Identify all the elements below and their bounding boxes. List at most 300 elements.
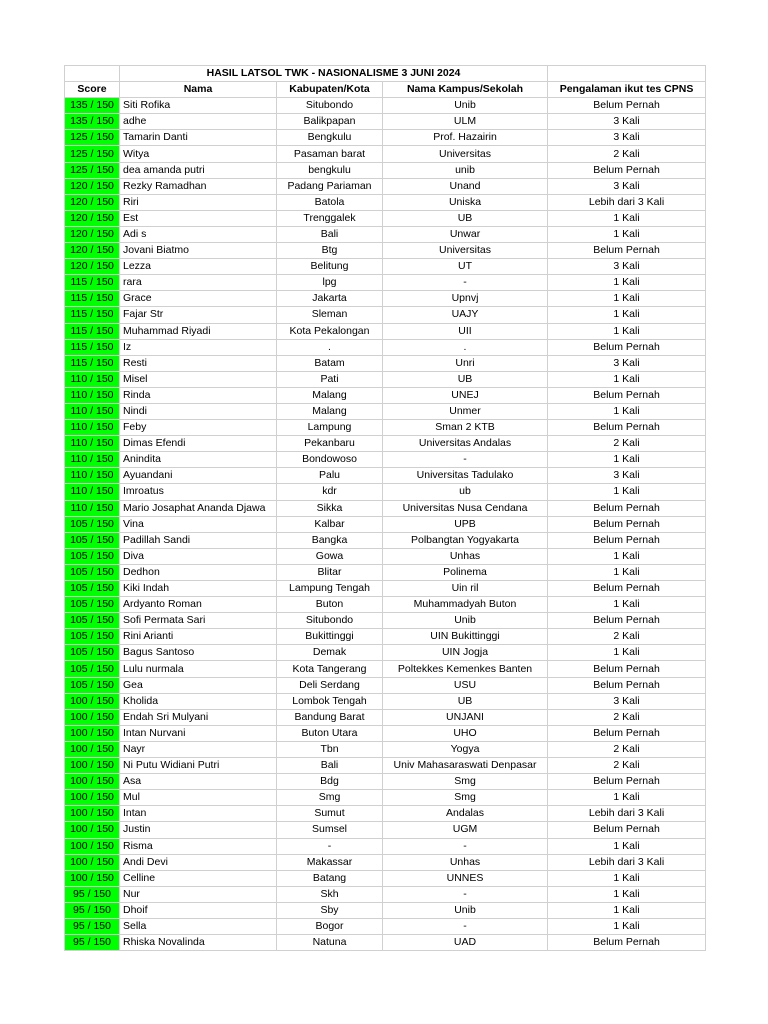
- name-cell[interactable]: Padillah Sandi: [120, 532, 277, 548]
- score-cell[interactable]: 115 / 150: [65, 339, 120, 355]
- name-cell[interactable]: Riri: [120, 194, 277, 210]
- campus-cell[interactable]: Universitas: [383, 146, 548, 162]
- score-cell[interactable]: 100 / 150: [65, 693, 120, 709]
- experience-cell[interactable]: 3 Kali: [548, 468, 706, 484]
- score-cell[interactable]: 100 / 150: [65, 854, 120, 870]
- city-cell[interactable]: Bangka: [277, 532, 383, 548]
- city-cell[interactable]: Bdg: [277, 774, 383, 790]
- table-row: [65, 178, 706, 194]
- table-row: [65, 420, 706, 436]
- name-cell[interactable]: Dhoif: [120, 902, 277, 918]
- campus-cell[interactable]: Muhammadyah Buton: [383, 597, 548, 613]
- experience-cell[interactable]: 1 Kali: [548, 226, 706, 242]
- score-cell[interactable]: 110 / 150: [65, 436, 120, 452]
- score-cell[interactable]: 110 / 150: [65, 371, 120, 387]
- city-cell[interactable]: Bukittinggi: [277, 629, 383, 645]
- experience-cell[interactable]: Belum Pernah: [548, 339, 706, 355]
- campus-cell[interactable]: UGM: [383, 822, 548, 838]
- name-cell[interactable]: Feby: [120, 420, 277, 436]
- campus-cell[interactable]: UNJANI: [383, 709, 548, 725]
- campus-cell[interactable]: Poltekkes Kemenkes Banten: [383, 661, 548, 677]
- campus-cell[interactable]: UT: [383, 259, 548, 275]
- score-cell[interactable]: 110 / 150: [65, 500, 120, 516]
- campus-cell[interactable]: Sman 2 KTB: [383, 420, 548, 436]
- campus-cell[interactable]: ub: [383, 484, 548, 500]
- campus-cell[interactable]: Univ Mahasaraswati Denpasar: [383, 758, 548, 774]
- campus-cell[interactable]: UAD: [383, 935, 548, 951]
- experience-cell[interactable]: 1 Kali: [548, 886, 706, 902]
- city-cell[interactable]: Gowa: [277, 548, 383, 564]
- score-cell[interactable]: 100 / 150: [65, 870, 120, 886]
- name-cell[interactable]: Ni Putu Widiani Putri: [120, 758, 277, 774]
- experience-cell[interactable]: 1 Kali: [548, 452, 706, 468]
- header-kabupaten-kota[interactable]: Kabupaten/Kota: [277, 82, 383, 98]
- campus-cell[interactable]: USU: [383, 677, 548, 693]
- campus-cell[interactable]: Unhas: [383, 854, 548, 870]
- city-cell[interactable]: Buton Utara: [277, 725, 383, 741]
- experience-cell[interactable]: 1 Kali: [548, 307, 706, 323]
- name-cell[interactable]: Anindita: [120, 452, 277, 468]
- name-cell[interactable]: Dimas Efendi: [120, 436, 277, 452]
- name-cell[interactable]: Bagus Santoso: [120, 645, 277, 661]
- campus-cell[interactable]: Universitas Tadulako: [383, 468, 548, 484]
- table-row: [65, 725, 706, 741]
- name-cell[interactable]: Jovani Biatmo: [120, 243, 277, 259]
- name-cell[interactable]: Tamarin Danti: [120, 130, 277, 146]
- campus-cell[interactable]: Unri: [383, 355, 548, 371]
- campus-cell[interactable]: Unib: [383, 902, 548, 918]
- score-cell[interactable]: 100 / 150: [65, 806, 120, 822]
- campus-cell[interactable]: Polinema: [383, 564, 548, 580]
- table-row: [65, 387, 706, 403]
- campus-cell[interactable]: Prof. Hazairin: [383, 130, 548, 146]
- score-cell[interactable]: 110 / 150: [65, 420, 120, 436]
- name-cell[interactable]: Nur: [120, 886, 277, 902]
- city-cell[interactable]: -: [277, 838, 383, 854]
- score-cell[interactable]: 105 / 150: [65, 564, 120, 580]
- score-cell[interactable]: 115 / 150: [65, 355, 120, 371]
- city-cell[interactable]: Pasaman barat: [277, 146, 383, 162]
- score-cell[interactable]: 100 / 150: [65, 822, 120, 838]
- score-cell[interactable]: 110 / 150: [65, 387, 120, 403]
- city-cell[interactable]: kdr: [277, 484, 383, 500]
- score-cell[interactable]: 120 / 150: [65, 243, 120, 259]
- city-cell[interactable]: Pati: [277, 371, 383, 387]
- name-cell[interactable]: Andi Devi: [120, 854, 277, 870]
- experience-cell[interactable]: Belum Pernah: [548, 661, 706, 677]
- score-cell[interactable]: 120 / 150: [65, 210, 120, 226]
- city-cell[interactable]: Belitung: [277, 259, 383, 275]
- city-cell[interactable]: Sikka: [277, 500, 383, 516]
- table-row: [65, 613, 706, 629]
- score-cell[interactable]: 120 / 150: [65, 226, 120, 242]
- experience-cell[interactable]: 1 Kali: [548, 371, 706, 387]
- name-cell[interactable]: Rini Arianti: [120, 629, 277, 645]
- score-cell[interactable]: 105 / 150: [65, 629, 120, 645]
- city-cell[interactable]: Bengkulu: [277, 130, 383, 146]
- experience-cell[interactable]: 1 Kali: [548, 597, 706, 613]
- title-spacer-cell[interactable]: [65, 66, 120, 82]
- city-cell[interactable]: Balikpapan: [277, 114, 383, 130]
- score-cell[interactable]: 120 / 150: [65, 194, 120, 210]
- name-cell[interactable]: Rinda: [120, 387, 277, 403]
- name-cell[interactable]: Adi s: [120, 226, 277, 242]
- name-cell[interactable]: Justin: [120, 822, 277, 838]
- table-row: [65, 516, 706, 532]
- name-cell[interactable]: Celline: [120, 870, 277, 886]
- city-cell[interactable]: Kalbar: [277, 516, 383, 532]
- score-cell[interactable]: 120 / 150: [65, 259, 120, 275]
- name-cell[interactable]: Lulu nurmala: [120, 661, 277, 677]
- table-row: [65, 532, 706, 548]
- table-row: [65, 436, 706, 452]
- score-cell[interactable]: 120 / 150: [65, 178, 120, 194]
- score-cell[interactable]: 105 / 150: [65, 661, 120, 677]
- experience-cell[interactable]: Belum Pernah: [548, 387, 706, 403]
- experience-cell[interactable]: 1 Kali: [548, 323, 706, 339]
- experience-cell[interactable]: Belum Pernah: [548, 516, 706, 532]
- header-score[interactable]: Score: [65, 82, 120, 98]
- name-cell[interactable]: Ayuandani: [120, 468, 277, 484]
- score-cell[interactable]: 125 / 150: [65, 146, 120, 162]
- campus-cell[interactable]: UII: [383, 323, 548, 339]
- score-cell[interactable]: 100 / 150: [65, 838, 120, 854]
- name-cell[interactable]: Nindi: [120, 403, 277, 419]
- score-cell[interactable]: 110 / 150: [65, 484, 120, 500]
- name-cell[interactable]: Dedhon: [120, 564, 277, 580]
- campus-cell[interactable]: unib: [383, 162, 548, 178]
- name-cell[interactable]: Lezza: [120, 259, 277, 275]
- experience-cell[interactable]: 3 Kali: [548, 259, 706, 275]
- campus-cell[interactable]: UIN Jogja: [383, 645, 548, 661]
- experience-cell[interactable]: 3 Kali: [548, 178, 706, 194]
- experience-cell[interactable]: Belum Pernah: [548, 532, 706, 548]
- campus-cell[interactable]: Smg: [383, 774, 548, 790]
- city-cell[interactable]: Palu: [277, 468, 383, 484]
- experience-cell[interactable]: 2 Kali: [548, 629, 706, 645]
- name-cell[interactable]: Ardyanto Roman: [120, 597, 277, 613]
- table-row: [65, 291, 706, 307]
- score-cell[interactable]: 100 / 150: [65, 741, 120, 757]
- city-cell[interactable]: Padang Pariaman: [277, 178, 383, 194]
- city-cell[interactable]: Batam: [277, 355, 383, 371]
- name-cell[interactable]: Vina: [120, 516, 277, 532]
- score-cell[interactable]: 115 / 150: [65, 291, 120, 307]
- campus-cell[interactable]: UNNES: [383, 870, 548, 886]
- city-cell[interactable]: Lampung Tengah: [277, 581, 383, 597]
- score-cell[interactable]: 95 / 150: [65, 918, 120, 934]
- score-cell[interactable]: 135 / 150: [65, 114, 120, 130]
- score-cell[interactable]: 125 / 150: [65, 162, 120, 178]
- score-cell[interactable]: 100 / 150: [65, 774, 120, 790]
- city-cell[interactable]: Bali: [277, 226, 383, 242]
- experience-cell[interactable]: Belum Pernah: [548, 581, 706, 597]
- experience-cell[interactable]: 2 Kali: [548, 709, 706, 725]
- experience-cell[interactable]: 2 Kali: [548, 741, 706, 757]
- city-cell[interactable]: Lampung: [277, 420, 383, 436]
- sheet-title[interactable]: HASIL LATSOL TWK - NASIONALISME 3 JUNI 2024: [120, 66, 548, 82]
- table-row: [65, 468, 706, 484]
- name-cell[interactable]: adhe: [120, 114, 277, 130]
- score-cell[interactable]: 100 / 150: [65, 709, 120, 725]
- experience-cell[interactable]: Belum Pernah: [548, 677, 706, 693]
- city-cell[interactable]: Kota Tangerang: [277, 661, 383, 677]
- experience-cell[interactable]: 1 Kali: [548, 210, 706, 226]
- city-cell[interactable]: Sby: [277, 902, 383, 918]
- table-row: [65, 661, 706, 677]
- campus-cell[interactable]: Universitas Andalas: [383, 436, 548, 452]
- table-row: [65, 210, 706, 226]
- experience-cell[interactable]: 1 Kali: [548, 564, 706, 580]
- city-cell[interactable]: bengkulu: [277, 162, 383, 178]
- experience-cell[interactable]: 1 Kali: [548, 918, 706, 934]
- score-cell[interactable]: 125 / 150: [65, 130, 120, 146]
- results-table: [64, 65, 706, 951]
- city-cell[interactable]: Skh: [277, 886, 383, 902]
- campus-cell[interactable]: Uin ril: [383, 581, 548, 597]
- name-cell[interactable]: Risma: [120, 838, 277, 854]
- city-cell[interactable]: Trenggalek: [277, 210, 383, 226]
- experience-cell[interactable]: Belum Pernah: [548, 98, 706, 114]
- city-cell[interactable]: Malang: [277, 387, 383, 403]
- name-cell[interactable]: Intan Nurvani: [120, 725, 277, 741]
- name-cell[interactable]: Endah Sri Mulyani: [120, 709, 277, 725]
- city-cell[interactable]: Kota Pekalongan: [277, 323, 383, 339]
- city-cell[interactable]: Batola: [277, 194, 383, 210]
- table-row: [65, 854, 706, 870]
- campus-cell[interactable]: .: [383, 339, 548, 355]
- score-cell[interactable]: 110 / 150: [65, 452, 120, 468]
- experience-cell[interactable]: Belum Pernah: [548, 420, 706, 436]
- score-cell[interactable]: 110 / 150: [65, 403, 120, 419]
- score-cell[interactable]: 95 / 150: [65, 935, 120, 951]
- experience-cell[interactable]: 3 Kali: [548, 693, 706, 709]
- city-cell[interactable]: Tbn: [277, 741, 383, 757]
- header-kampus-sekolah[interactable]: Nama Kampus/Sekolah: [383, 82, 548, 98]
- city-cell[interactable]: Bali: [277, 758, 383, 774]
- experience-cell[interactable]: 1 Kali: [548, 275, 706, 291]
- name-cell[interactable]: Grace: [120, 291, 277, 307]
- campus-cell[interactable]: Unhas: [383, 548, 548, 564]
- table-row: [65, 259, 706, 275]
- experience-cell[interactable]: 1 Kali: [548, 838, 706, 854]
- name-cell[interactable]: Mul: [120, 790, 277, 806]
- experience-cell[interactable]: Belum Pernah: [548, 774, 706, 790]
- name-cell[interactable]: Resti: [120, 355, 277, 371]
- experience-cell[interactable]: Belum Pernah: [548, 935, 706, 951]
- name-cell[interactable]: dea amanda putri: [120, 162, 277, 178]
- campus-cell[interactable]: Uniska: [383, 194, 548, 210]
- experience-cell[interactable]: Belum Pernah: [548, 613, 706, 629]
- city-cell[interactable]: Situbondo: [277, 98, 383, 114]
- score-cell[interactable]: 110 / 150: [65, 468, 120, 484]
- name-cell[interactable]: Gea: [120, 677, 277, 693]
- score-cell[interactable]: 100 / 150: [65, 725, 120, 741]
- experience-cell[interactable]: Belum Pernah: [548, 725, 706, 741]
- name-cell[interactable]: Asa: [120, 774, 277, 790]
- campus-cell[interactable]: Unwar: [383, 226, 548, 242]
- table-row: [65, 935, 706, 951]
- experience-cell[interactable]: Lebih dari 3 Kali: [548, 194, 706, 210]
- city-cell[interactable]: Demak: [277, 645, 383, 661]
- campus-cell[interactable]: ULM: [383, 114, 548, 130]
- campus-cell[interactable]: UPB: [383, 516, 548, 532]
- campus-cell[interactable]: UB: [383, 693, 548, 709]
- campus-cell[interactable]: UB: [383, 210, 548, 226]
- city-cell[interactable]: Pekanbaru: [277, 436, 383, 452]
- campus-cell[interactable]: -: [383, 886, 548, 902]
- experience-cell[interactable]: 1 Kali: [548, 291, 706, 307]
- campus-cell[interactable]: Unmer: [383, 403, 548, 419]
- name-cell[interactable]: Witya: [120, 146, 277, 162]
- experience-cell[interactable]: 2 Kali: [548, 758, 706, 774]
- experience-cell[interactable]: 1 Kali: [548, 870, 706, 886]
- table-row: [65, 629, 706, 645]
- table-row: [65, 130, 706, 146]
- score-cell[interactable]: 95 / 150: [65, 902, 120, 918]
- title-row: [65, 66, 706, 82]
- city-cell[interactable]: Natuna: [277, 935, 383, 951]
- score-cell[interactable]: 105 / 150: [65, 645, 120, 661]
- score-cell[interactable]: 105 / 150: [65, 581, 120, 597]
- name-cell[interactable]: Rezky Ramadhan: [120, 178, 277, 194]
- name-cell[interactable]: Diva: [120, 548, 277, 564]
- table-row: [65, 243, 706, 259]
- experience-cell[interactable]: 2 Kali: [548, 146, 706, 162]
- name-cell[interactable]: Mario Josaphat Ananda Djawa: [120, 500, 277, 516]
- city-cell[interactable]: Btg: [277, 243, 383, 259]
- campus-cell[interactable]: Polbangtan Yogyakarta: [383, 532, 548, 548]
- name-cell[interactable]: Siti Rofika: [120, 98, 277, 114]
- campus-cell[interactable]: UHO: [383, 725, 548, 741]
- campus-cell[interactable]: -: [383, 838, 548, 854]
- campus-cell[interactable]: UIN Bukittinggi: [383, 629, 548, 645]
- score-cell[interactable]: 135 / 150: [65, 98, 120, 114]
- city-cell[interactable]: .: [277, 339, 383, 355]
- campus-cell[interactable]: Smg: [383, 790, 548, 806]
- city-cell[interactable]: Situbondo: [277, 613, 383, 629]
- experience-cell[interactable]: Belum Pernah: [548, 162, 706, 178]
- title-empty-cell[interactable]: [548, 66, 706, 82]
- name-cell[interactable]: Kiki Indah: [120, 581, 277, 597]
- city-cell[interactable]: Lombok Tengah: [277, 693, 383, 709]
- experience-cell[interactable]: 1 Kali: [548, 548, 706, 564]
- campus-cell[interactable]: -: [383, 452, 548, 468]
- score-cell[interactable]: 95 / 150: [65, 886, 120, 902]
- experience-cell[interactable]: Lebih dari 3 Kali: [548, 806, 706, 822]
- city-cell[interactable]: Makassar: [277, 854, 383, 870]
- name-cell[interactable]: Misel: [120, 371, 277, 387]
- name-cell[interactable]: Sofi Permata Sari: [120, 613, 277, 629]
- city-cell[interactable]: Blitar: [277, 564, 383, 580]
- score-cell[interactable]: 105 / 150: [65, 532, 120, 548]
- table-row: [65, 870, 706, 886]
- header-nama[interactable]: Nama: [120, 82, 277, 98]
- name-cell[interactable]: Rhiska Novalinda: [120, 935, 277, 951]
- name-cell[interactable]: Est: [120, 210, 277, 226]
- city-cell[interactable]: Malang: [277, 403, 383, 419]
- table-row: [65, 822, 706, 838]
- header-row: [65, 82, 706, 98]
- experience-cell[interactable]: 3 Kali: [548, 114, 706, 130]
- campus-cell[interactable]: Andalas: [383, 806, 548, 822]
- name-cell[interactable]: Nayr: [120, 741, 277, 757]
- experience-cell[interactable]: 1 Kali: [548, 484, 706, 500]
- experience-cell[interactable]: Belum Pernah: [548, 243, 706, 259]
- campus-cell[interactable]: Universitas: [383, 243, 548, 259]
- score-cell[interactable]: 115 / 150: [65, 275, 120, 291]
- campus-cell[interactable]: Unand: [383, 178, 548, 194]
- score-cell[interactable]: 105 / 150: [65, 677, 120, 693]
- city-cell[interactable]: Jakarta: [277, 291, 383, 307]
- city-cell[interactable]: Deli Serdang: [277, 677, 383, 693]
- name-cell[interactable]: Muhammad Riyadi: [120, 323, 277, 339]
- experience-cell[interactable]: Belum Pernah: [548, 500, 706, 516]
- name-cell[interactable]: rara: [120, 275, 277, 291]
- campus-cell[interactable]: UNEJ: [383, 387, 548, 403]
- table-row: [65, 162, 706, 178]
- city-cell[interactable]: Buton: [277, 597, 383, 613]
- city-cell[interactable]: Sumut: [277, 806, 383, 822]
- campus-cell[interactable]: Yogya: [383, 741, 548, 757]
- score-cell[interactable]: 105 / 150: [65, 548, 120, 564]
- campus-cell[interactable]: UAJY: [383, 307, 548, 323]
- experience-cell[interactable]: 3 Kali: [548, 355, 706, 371]
- city-cell[interactable]: Smg: [277, 790, 383, 806]
- table-row: [65, 741, 706, 757]
- score-cell[interactable]: 105 / 150: [65, 516, 120, 532]
- score-cell[interactable]: 115 / 150: [65, 323, 120, 339]
- score-cell[interactable]: 105 / 150: [65, 613, 120, 629]
- campus-cell[interactable]: Upnvj: [383, 291, 548, 307]
- name-cell[interactable]: Kholida: [120, 693, 277, 709]
- experience-cell[interactable]: 3 Kali: [548, 130, 706, 146]
- experience-cell[interactable]: Lebih dari 3 Kali: [548, 854, 706, 870]
- experience-cell[interactable]: Belum Pernah: [548, 822, 706, 838]
- header-pengalaman-cpns[interactable]: Pengalaman ikut tes CPNS: [548, 82, 706, 98]
- score-cell[interactable]: 115 / 150: [65, 307, 120, 323]
- name-cell[interactable]: Iz: [120, 339, 277, 355]
- score-cell[interactable]: 100 / 150: [65, 758, 120, 774]
- city-cell[interactable]: Sleman: [277, 307, 383, 323]
- city-cell[interactable]: Sumsel: [277, 822, 383, 838]
- experience-cell[interactable]: 1 Kali: [548, 790, 706, 806]
- name-cell[interactable]: Fajar Str: [120, 307, 277, 323]
- experience-cell[interactable]: 1 Kali: [548, 645, 706, 661]
- score-cell[interactable]: 100 / 150: [65, 790, 120, 806]
- campus-cell[interactable]: Unib: [383, 613, 548, 629]
- city-cell[interactable]: Batang: [277, 870, 383, 886]
- name-cell[interactable]: Intan: [120, 806, 277, 822]
- name-cell[interactable]: Imroatus: [120, 484, 277, 500]
- city-cell[interactable]: Bondowoso: [277, 452, 383, 468]
- campus-cell[interactable]: Universitas Nusa Cendana: [383, 500, 548, 516]
- name-cell[interactable]: Sella: [120, 918, 277, 934]
- table-row: [65, 902, 706, 918]
- table-row: [65, 581, 706, 597]
- city-cell[interactable]: Bandung Barat: [277, 709, 383, 725]
- city-cell[interactable]: lpg: [277, 275, 383, 291]
- experience-cell[interactable]: 1 Kali: [548, 403, 706, 419]
- campus-cell[interactable]: -: [383, 275, 548, 291]
- experience-cell[interactable]: 2 Kali: [548, 436, 706, 452]
- campus-cell[interactable]: -: [383, 918, 548, 934]
- campus-cell[interactable]: Unib: [383, 98, 548, 114]
- experience-cell[interactable]: 1 Kali: [548, 902, 706, 918]
- campus-cell[interactable]: UB: [383, 371, 548, 387]
- score-cell[interactable]: 105 / 150: [65, 597, 120, 613]
- city-cell[interactable]: Bogor: [277, 918, 383, 934]
